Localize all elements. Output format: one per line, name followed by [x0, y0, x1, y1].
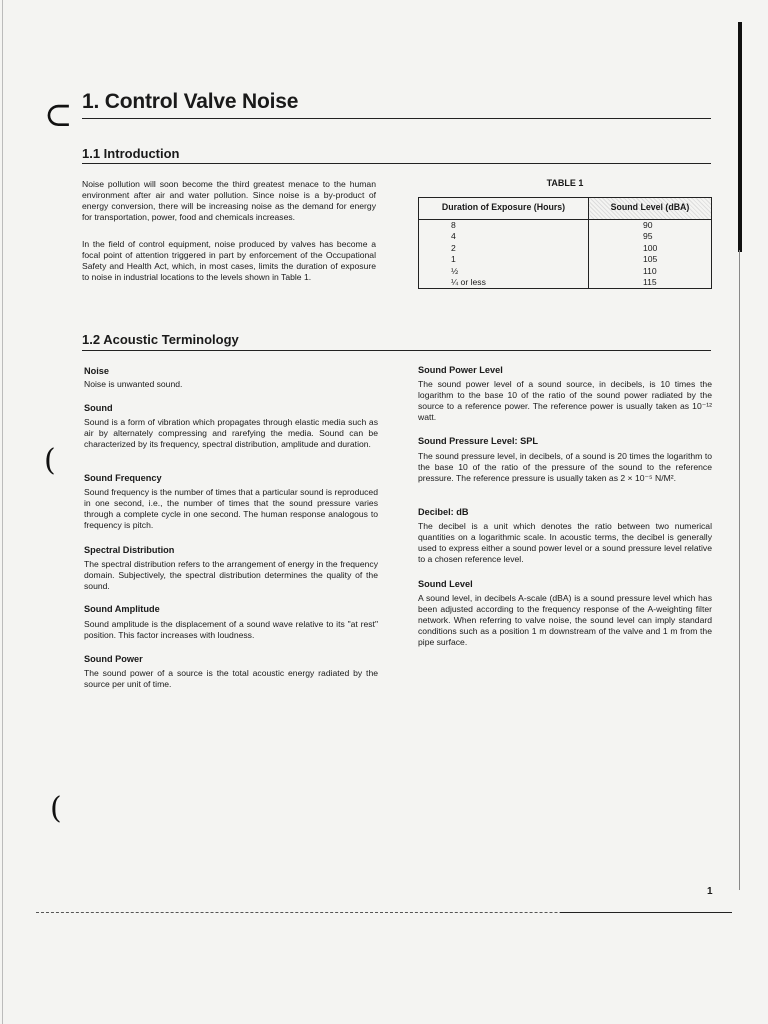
- table-row: [419, 266, 712, 277]
- table-cell-level: 100: [589, 243, 712, 254]
- footer-rule: [560, 912, 732, 913]
- binding-line: [739, 250, 740, 890]
- term-sound: Sound: [84, 403, 113, 413]
- punch-hole-icon: (: [50, 791, 62, 826]
- term-sound-amplitude: Sound Amplitude: [84, 604, 160, 614]
- definition-spectral-distribution: The spectral distribution refers to the arrangement of energy in the frequency domain. Subjectively, the spectral distribution determines the quality of the sound.: [84, 559, 378, 591]
- page-number: 1: [707, 886, 713, 897]
- section-heading-acoustic-terminology: 1.2 Acoustic Terminology: [82, 332, 239, 347]
- term-sound-power-level: Sound Power Level: [418, 365, 503, 375]
- term-sound-pressure-level: Sound Pressure Level: SPL: [418, 436, 538, 446]
- table-cell-level: 115: [589, 277, 712, 289]
- table-row: [419, 243, 712, 254]
- definition-noise: Noise is unwanted sound.: [84, 379, 183, 389]
- title-rule: [82, 118, 711, 119]
- term-sound-power: Sound Power: [84, 654, 143, 664]
- table-cell-duration: ½: [419, 266, 589, 277]
- table-cell-level: 110: [589, 266, 712, 277]
- term-spectral-distribution: Spectral Distribution: [84, 545, 175, 555]
- table-caption: TABLE 1: [546, 178, 584, 188]
- exposure-table: [418, 197, 712, 289]
- intro-paragraph-1: Noise pollution will soon become the third greatest menace to the human environment after air and water pollution. Since noise is a by-product of energy conversion, there will be increasing noise as the demand for energy for transportation, power, food and chemicals increases.: [82, 179, 376, 222]
- definition-sound-amplitude: Sound amplitude is the displacement of a sound wave relative to its "at rest" position. This factor increases with loudness.: [84, 619, 378, 640]
- definition-sound-frequency: Sound frequency is the number of times that a particular sound is reproduced in one second, i.e., the number of times that the sound pressure varies through a complete cycle in one second. The human response analogous to frequency is pitch.: [84, 487, 378, 530]
- table-row: [419, 277, 712, 289]
- table-cell-duration: 2: [419, 243, 589, 254]
- definition-sound-level: A sound level, in decibels A-scale (dBA) is a sound pressure level which has been adjusted according to the frequency response of the A-weighting filter network. When referring to valve noise, the sound level can imply standard conditions such as a position 1 m downstream of the valve and 1 m from the pipe surface.: [418, 593, 712, 647]
- definition-sound-pressure-level: The sound pressure level, in decibels, of a sound is 20 times the logarithm to the base 10 of the ratio of the pressure of the sound to the reference pressure. The reference pressure is usually taken as 2 × 10⁻⁵ N/M².: [418, 451, 712, 483]
- binding-shadow: [738, 22, 742, 252]
- table-cell-duration: ¼ or less: [419, 277, 589, 289]
- section-rule: [82, 163, 711, 164]
- table-header-duration: Duration of Exposure (Hours): [419, 198, 589, 220]
- punch-hole-icon: ⊂: [44, 95, 73, 135]
- definition-sound-power: The sound power of a source is the total acoustic energy radiated by the source per unit of time.: [84, 668, 378, 689]
- table-cell-level: 105: [589, 254, 712, 265]
- table-row: [419, 254, 712, 265]
- table-cell-duration: 8: [419, 220, 589, 232]
- term-sound-frequency: Sound Frequency: [84, 473, 162, 483]
- term-decibel: Decibel: dB: [418, 507, 469, 517]
- definition-sound-power-level: The sound power level of a sound source, in decibels, is 10 times the logarithm to the base 10 of the ratio of the sound power radiated by the source to a reference power. The reference power is usually taken as 10⁻¹² watt.: [418, 379, 712, 422]
- table-cell-duration: 4: [419, 231, 589, 242]
- table-row: [419, 231, 712, 242]
- section-rule: [82, 350, 711, 351]
- intro-paragraph-2: In the field of control equipment, noise produced by valves has become a focal point of attention triggered in part by enforcement of the Occupational Safety and Health Act, which, in most cases, limits the duration of exposure to noise in industrial locations to the levels shown in Table 1.: [82, 239, 376, 282]
- term-sound-level: Sound Level: [418, 579, 473, 589]
- table-cell-level: 90: [589, 220, 712, 232]
- table-cell-duration: 1: [419, 254, 589, 265]
- table-header-level: Sound Level (dBA): [589, 198, 712, 220]
- section-heading-introduction: 1.1 Introduction: [82, 146, 180, 161]
- term-noise: Noise: [84, 366, 110, 376]
- definition-decibel: The decibel is a unit which denotes the ratio between two numerical quantities on a logarithmic scale. In acoustic terms, the decibel is generally used to express either a sound power level or a sound pressure level relative to a chosen reference level.: [418, 521, 712, 564]
- definition-sound: Sound is a form of vibration which propagates through elastic media such as air by alternately compressing and rarefying the media. Sound can be characterized by its frequency, spectral distribution, amplitude and duration.: [84, 417, 378, 449]
- table-cell-level: 95: [589, 231, 712, 242]
- chapter-title: 1. Control Valve Noise: [82, 90, 299, 113]
- scan-edge: [2, 0, 3, 1024]
- table-row: [419, 220, 712, 232]
- punch-hole-icon: (: [44, 443, 56, 478]
